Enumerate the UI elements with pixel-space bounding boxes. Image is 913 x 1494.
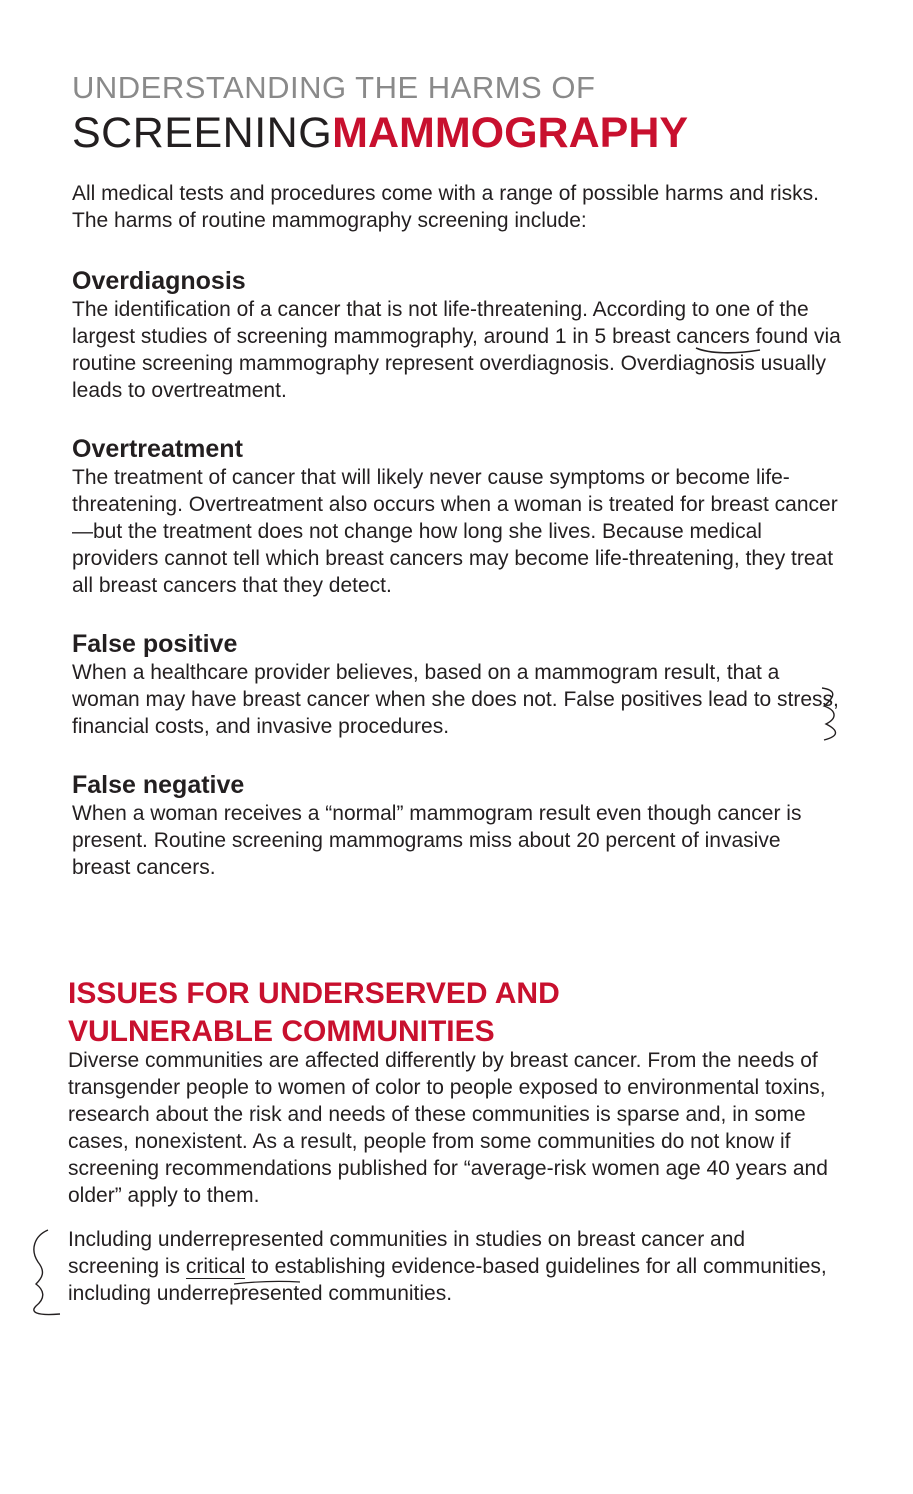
issues-heading-line-1: ISSUES FOR UNDERSERVED AND — [68, 977, 560, 1010]
section-title-false-negative: False negative — [72, 771, 245, 799]
section-title-overdiagnosis: Overdiagnosis — [72, 267, 246, 295]
handwritten-brace-mark — [24, 1226, 64, 1326]
title-accent: MAMMOGRAPHY — [332, 109, 689, 157]
handwritten-overline-mark — [200, 1278, 320, 1308]
issues-heading-line-2: VULNERABLE COMMUNITIES — [68, 1015, 495, 1048]
title-plain: SCREENING — [72, 109, 333, 157]
issues-text-2 — [68, 1226, 828, 1307]
issues-paragraph-2 — [68, 1226, 828, 1307]
section-body-overtreatment: The treatment of cancer that will likely never cause symptoms or become life-threatening. Overtreatment also occurs when a woman is treated for breast cancer—but the treatment does not change how long she lives. Because medical providers cannot tell which breast cancers may become life-threatening, they treat all breast cancers that they detect. — [72, 466, 838, 597]
issues-text-2-start: Including underrepresented communities in studies on breast cancer and screening is — [68, 1228, 746, 1278]
title-line-2 — [72, 110, 688, 157]
intro-text: All medical tests and procedures come with a range of possible harms and risks. The harms of routine mammography screening include: — [72, 182, 820, 232]
section-title-false-positive: False positive — [72, 630, 238, 658]
section-overtreatment — [72, 434, 842, 599]
section-false-positive — [72, 629, 847, 740]
issues-paragraph-1 — [68, 1047, 848, 1209]
overdiagnosis-text-end: breast cancers found via routine screening mammography represent overdiagnosis. Overdiagnosis usually leads to overtreatment. — [72, 325, 841, 402]
issues-heading — [68, 975, 828, 1051]
section-overdiagnosis — [72, 266, 842, 404]
overdiagnosis-text-start: The identification of a cancer that is not life-threatening. According to one of the largest studies of screening mammography, around — [72, 298, 809, 348]
overdiagnosis-marked-figure: 1 in 5 — [554, 325, 607, 348]
handwritten-underline-mark — [690, 340, 770, 360]
underlined-word-critical: critical — [185, 1255, 246, 1278]
section-title-overtreatment: Overtreatment — [72, 435, 243, 463]
issues-text-2-end: to establishing evidence-based guidelines for all communities, including underrepresented communities. — [68, 1255, 827, 1305]
section-body-false-negative: When a woman receives a “normal” mammogram result even though cancer is present. Routine screening mammograms miss about 20 percent of invasive breast cancers. — [72, 802, 802, 879]
issues-text-1: Diverse communities are affected differently by breast cancer. From the needs of transgender people to women of color to people exposed to environmental toxins, research about the risk and needs of these communities is sparse and, in some cases, nonexistent. As a result, people from some communities do not know if screening recommendations published for “average-risk women age 40 years and older” apply to them. — [68, 1049, 828, 1207]
section-false-negative — [72, 770, 842, 881]
intro-paragraph — [72, 180, 842, 234]
title-line-1: UNDERSTANDING THE HARMS OF — [72, 70, 596, 105]
section-body-false-positive: When a healthcare provider believes, based on a mammogram result, that a woman may have breast cancer when she does not. False positives lead to stress, financial costs, and invasive procedures. — [72, 661, 839, 738]
handwritten-bracket-mark — [812, 684, 852, 744]
